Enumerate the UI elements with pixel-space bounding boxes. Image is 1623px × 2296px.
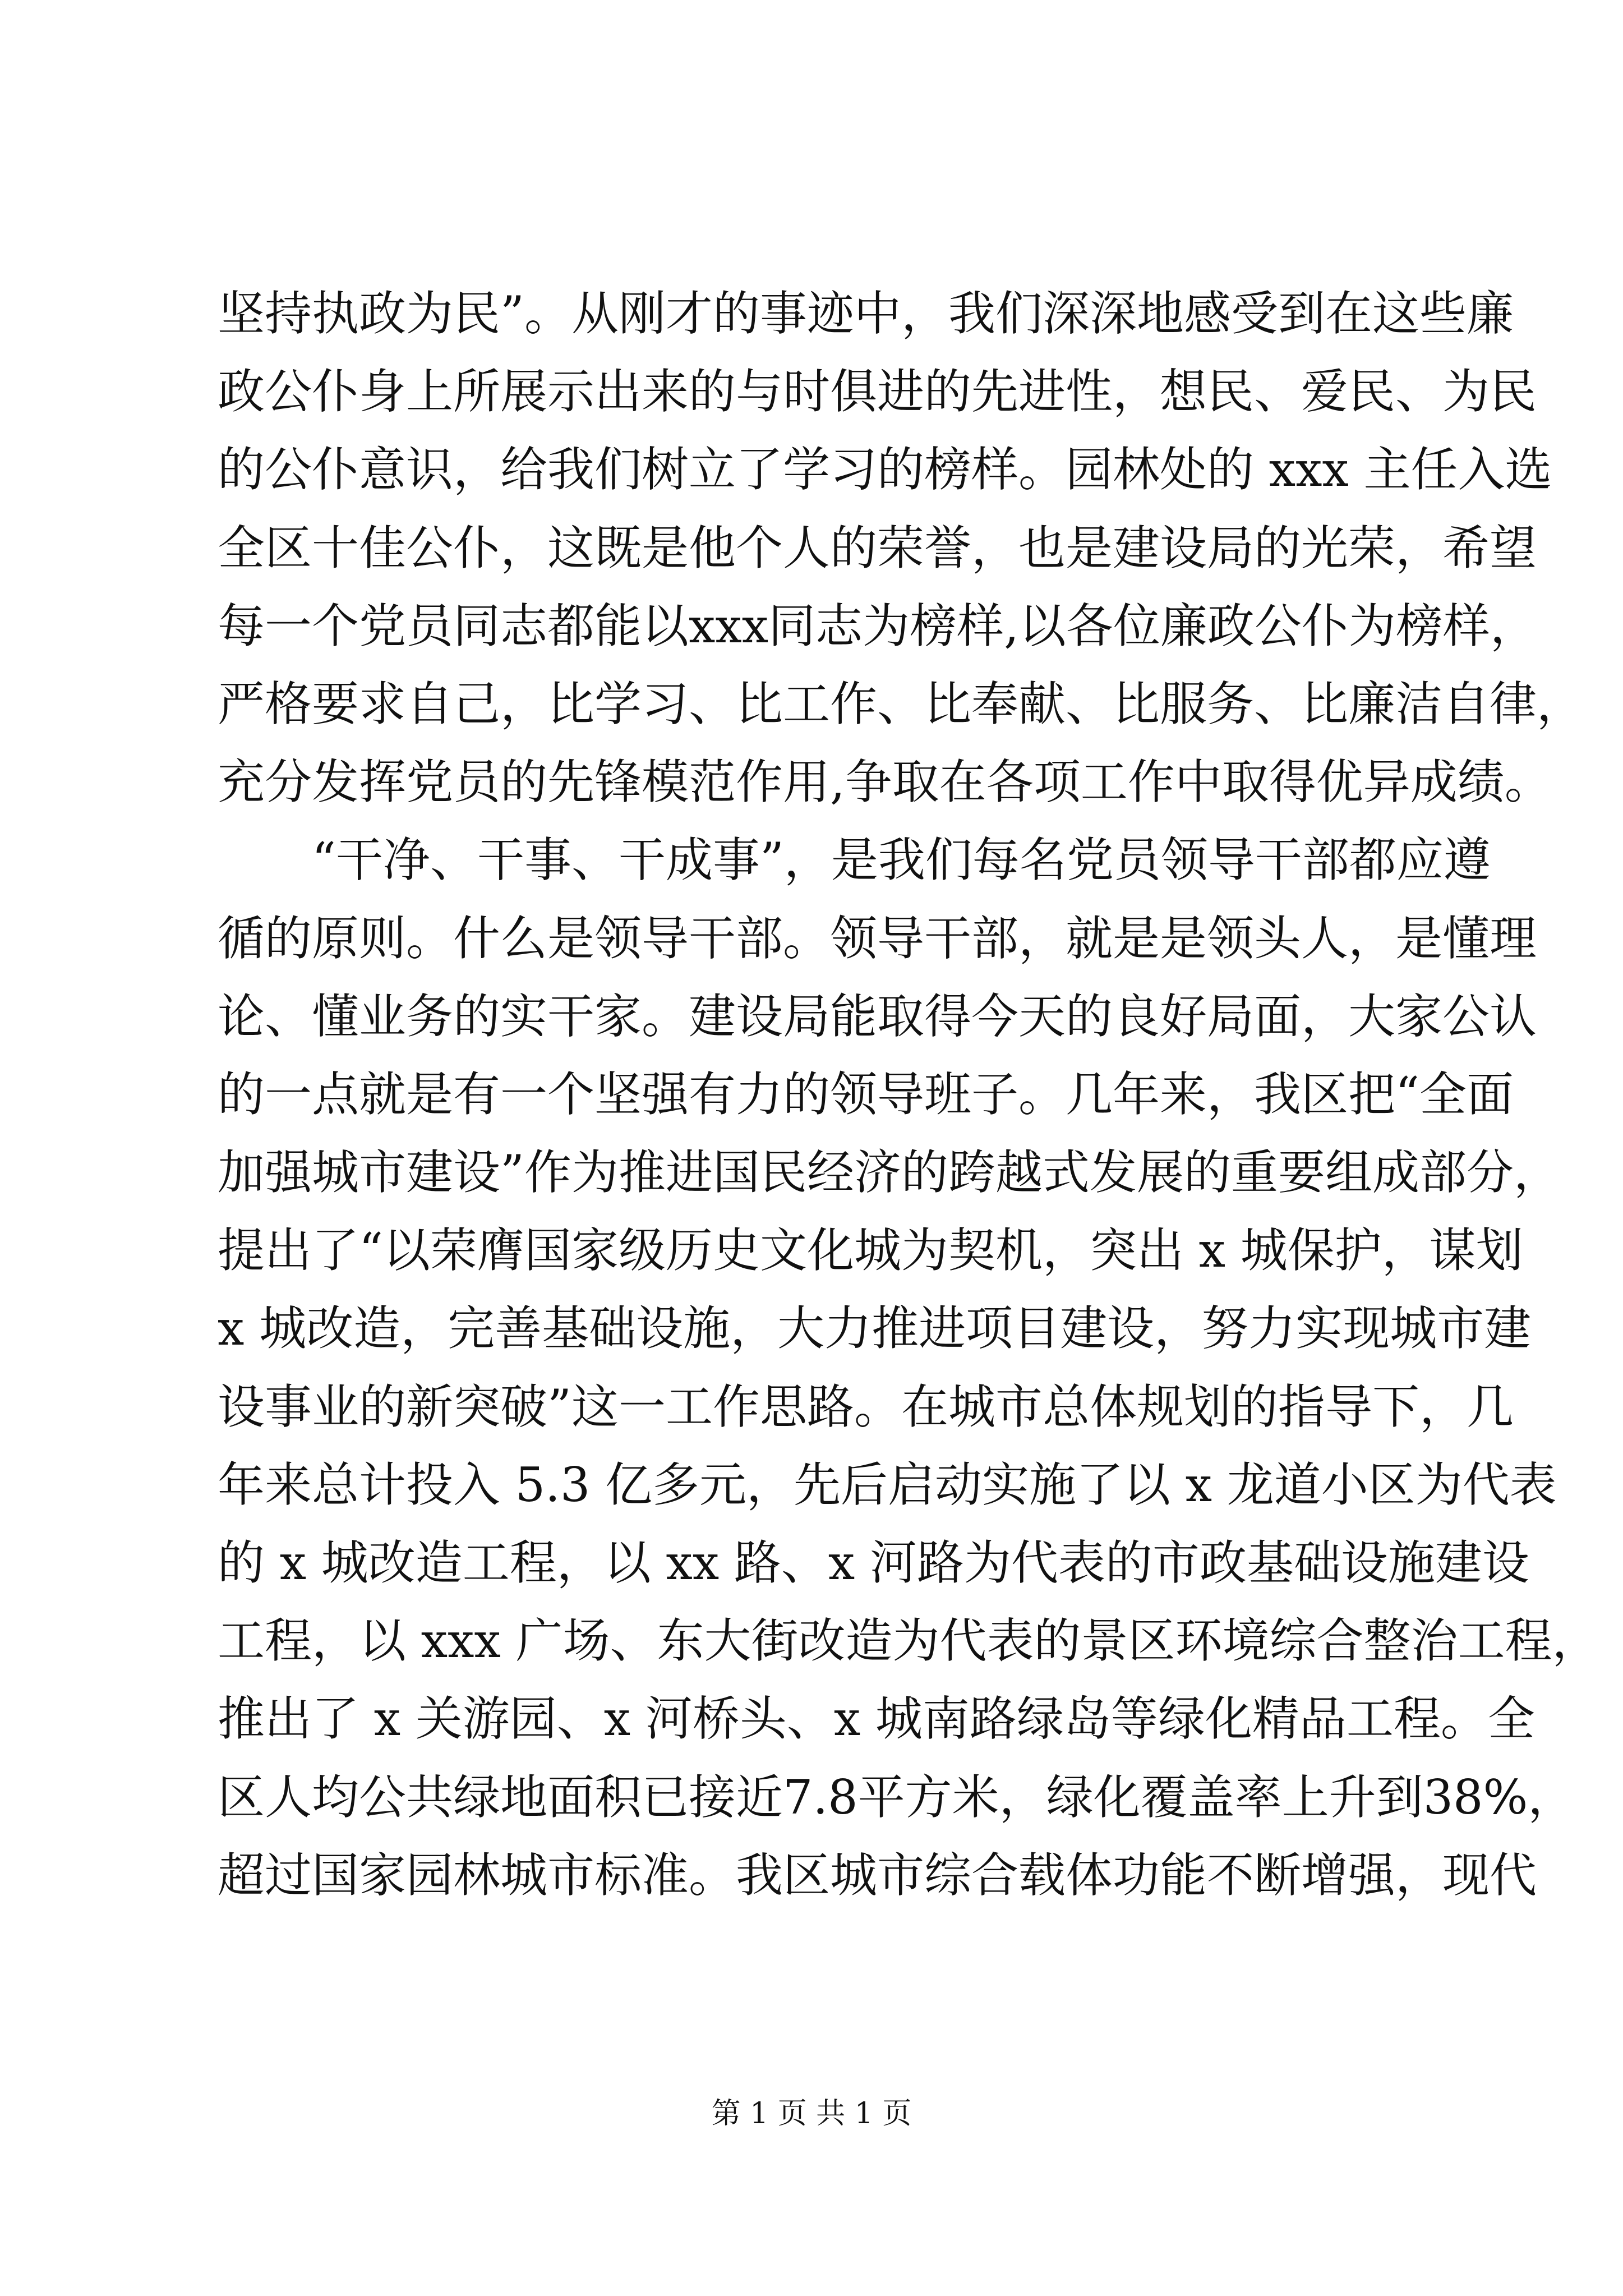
- text-line: 的 x 城改造工程，以 xx 路、x 河路为代表的市政基础设施建设: [218, 1535, 1530, 1590]
- text-line: 的一点就是有一个坚强有力的领导班子。几年来，我区把“全面: [218, 1066, 1514, 1122]
- text-line: 工程，以 xxx 广场、东大街改造为代表的景区环境综合整治工程，: [218, 1613, 1599, 1669]
- text-line: 循的原则。什么是领导干部。领导干部，就是是领头人，是懂理: [218, 910, 1537, 966]
- text-line: “干净、干事、干成事”，是我们每名党员领导干部都应遵: [312, 832, 1491, 888]
- text-line: 坚持执政为民”。从刚才的事迹中，我们深深地感受到在这些廉: [218, 286, 1514, 341]
- text-line: 严格要求自己，比学习、比工作、比奉献、比服务、比廉洁自律，: [218, 676, 1584, 731]
- text-line: 推出了 x 关游园、x 河桥头、x 城南路绿岛等绿化精品工程。全: [218, 1691, 1535, 1747]
- text-line: 的公仆意识，给我们树立了学习的榜样。园林处的 xxx 主任入选: [218, 442, 1552, 498]
- text-line: 设事业的新突破”这一工作思路。在城市总体规划的指导下，几: [218, 1379, 1514, 1434]
- document-body: [218, 275, 1599, 1915]
- text-line: 区人均公共绿地面积已接近7.8平方米，绿化覆盖率上升到38%，: [218, 1769, 1575, 1825]
- text-line: 政公仆身上所展示出来的与时俱进的先进性，想民、爱民、为民: [218, 364, 1537, 420]
- text-line: 提出了“以荣膺国家级历史文化城为契机，突出 x 城保护，谋划: [218, 1223, 1523, 1278]
- text-line: 全区十佳公仆，这既是他个人的荣誉，也是建设局的光荣，希望: [218, 520, 1537, 576]
- page-footer: 第 1 页 共 1 页: [711, 2097, 912, 2131]
- text-line: 充分发挥党员的先锋模范作用,争取在各项工作中取得优异成绩。: [218, 754, 1552, 810]
- text-line: x 城改造，完善基础设施，大力推进项目建设，努力实现城市建: [218, 1301, 1532, 1356]
- text-line: 超过国家园林城市标准。我区城市综合载体功能不断增强，现代: [218, 1847, 1537, 1903]
- text-line: 年来总计投入 5.3 亿多元，先后启动实施了以 x 龙道小区为代表: [218, 1457, 1557, 1512]
- text-line: 每一个党员同志都能以xxx同志为榜样,以各位廉政公仆为榜样，: [218, 598, 1537, 654]
- text-line: 论、懂业务的实干家。建设局能取得今天的良好局面，大家公认: [218, 988, 1537, 1044]
- text-line: 加强城市建设”作为推进国民经济的跨越式发展的重要组成部分，: [218, 1145, 1561, 1200]
